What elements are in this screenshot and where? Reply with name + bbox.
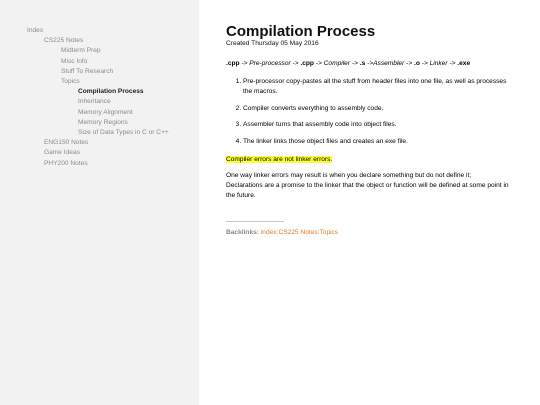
steps-list [226, 77, 514, 147]
sidebar-item-misc-info[interactable]: Misc Info [61, 57, 88, 65]
list-item: 2. Compiler converts everything to assembly code. [243, 104, 514, 114]
sidebar-item-game-ideas[interactable]: Game Ideas [44, 149, 80, 157]
sidebar-item-memory-alignment[interactable]: Memory Alignment [78, 108, 133, 116]
list-item: 3. Assembler turns that assembly code into object files. [243, 120, 514, 130]
ext-cpp-2: .cpp [300, 60, 314, 67]
backlink-link[interactable]: index:CS225 Notes:Topics [260, 228, 339, 236]
pipeline-step-preprocessor: -> Pre-processor -> [239, 60, 301, 67]
sidebar-item-eng150-notes[interactable]: ENG150 Notes [44, 139, 89, 147]
divider [226, 221, 284, 222]
list-item: 4. The linker links those object files and creates an exe file. [243, 137, 514, 147]
highlight-text: Compiler errors are not linker errors. [226, 155, 333, 163]
linker-paragraph [226, 171, 514, 201]
main-content [199, 0, 540, 405]
ext-s: .s [359, 60, 366, 67]
sidebar-item-inheritance[interactable]: Inheritance [78, 98, 111, 106]
sidebar-item-topics[interactable]: Topics [61, 78, 80, 86]
sidebar-item-cs225-notes[interactable]: CS225 Notes [44, 37, 84, 45]
sidebar-item-size-of-data-types-in-c-or-c[interactable]: Size of Data Types in C or C++ [78, 129, 169, 137]
highlighted-note [226, 155, 514, 165]
ext-o: .o [414, 60, 420, 67]
page-title: Compilation Process [226, 23, 376, 40]
created-date: Created Thursday 05 May 2016 [226, 40, 319, 47]
list-item: 1. Pre-processor copy-pastes all the stuff from header files into one file, as well as processes the macros. [243, 77, 514, 97]
sidebar-item-memory-regions[interactable]: Memory Regions [78, 118, 128, 126]
sidebar-item-stuff-to-research[interactable]: Stuff To Research [61, 67, 114, 75]
backlinks [226, 228, 514, 237]
sidebar-item-midterm-prep[interactable]: Midterm Prep [61, 47, 101, 55]
paragraph-line-1: One way linker errors may result is when you declare something but do not define it; [226, 171, 472, 179]
sidebar-item-compilation-process[interactable]: Compilation Process [78, 88, 144, 96]
paragraph-line-2: Declarations are a promise to the linker that the object or function will be defined at some point in the future. [226, 181, 509, 199]
backlinks-label: Backlinks: [226, 228, 259, 236]
pipeline-line [226, 59, 514, 68]
ext-exe: .exe [457, 60, 471, 67]
sidebar-nav [0, 0, 199, 405]
pipeline-step-compiler: -> Compiler -> [313, 60, 360, 67]
sidebar-item-index[interactable]: Index [27, 27, 44, 34]
sidebar-item-phy200-notes[interactable]: PHY200 Notes [44, 159, 88, 167]
ext-cpp: .cpp [226, 60, 240, 67]
pipeline-step-assembler: ->Assembler -> [365, 60, 415, 67]
pipeline-step-linker: -> Linker -> [419, 60, 458, 67]
